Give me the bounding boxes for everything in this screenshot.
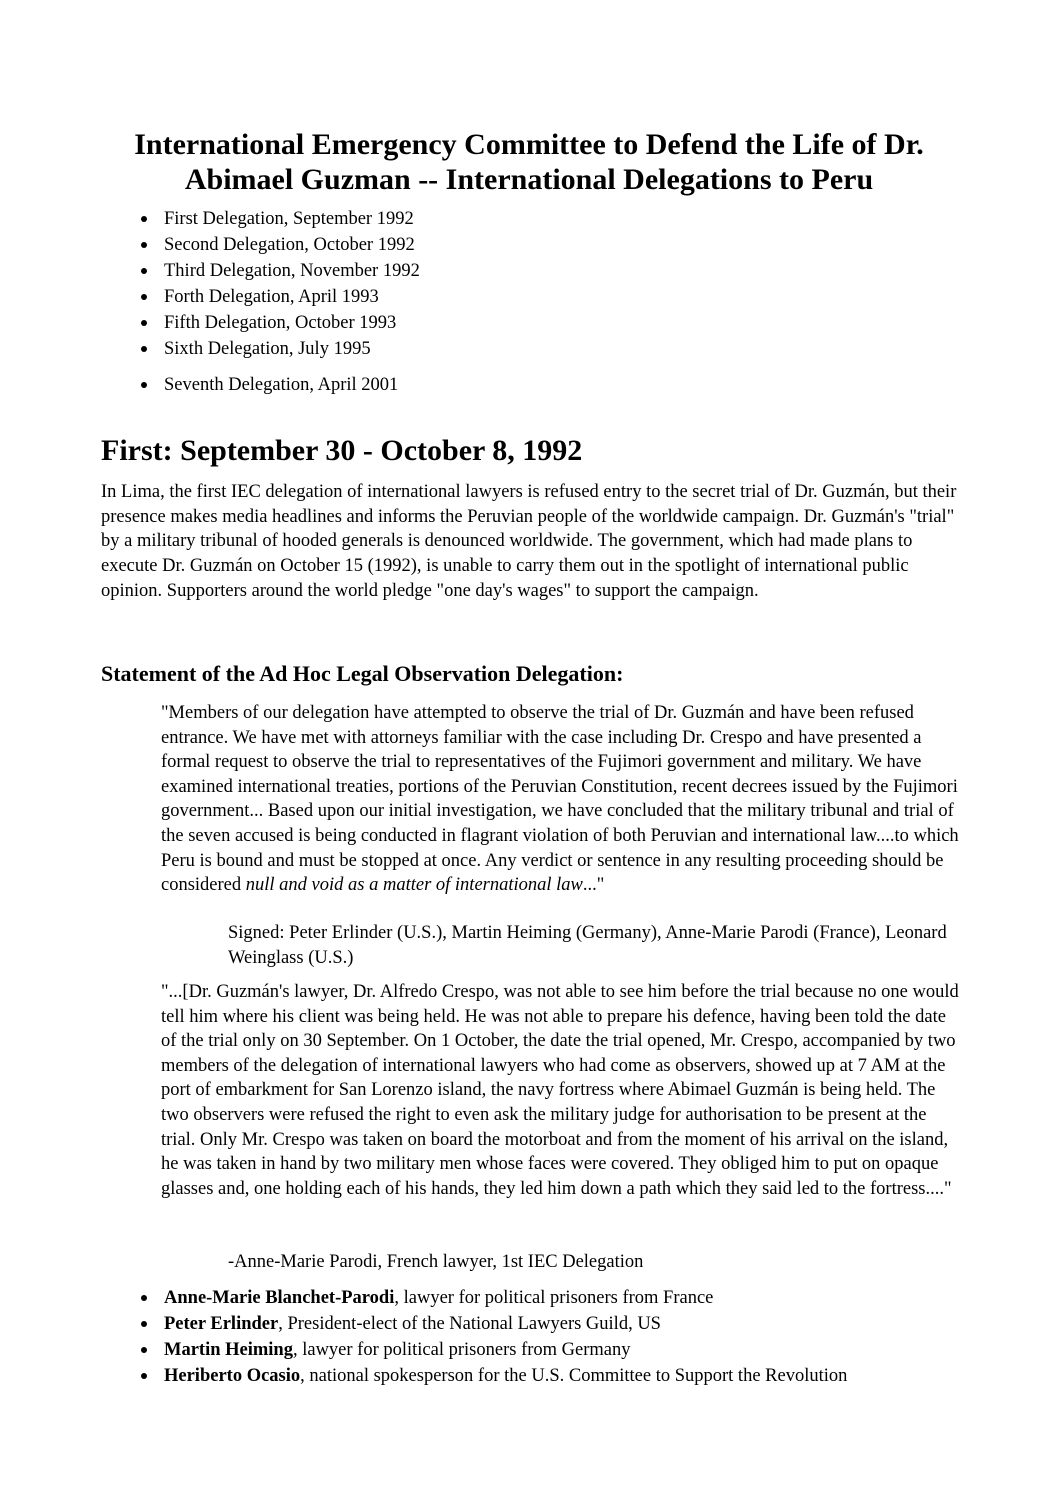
bullet-icon — [141, 216, 147, 222]
list-item — [101, 206, 420, 232]
bullet-icon — [141, 242, 147, 248]
delegation-list — [101, 206, 420, 398]
delegation-label: Third Delegation, November 1992 — [164, 261, 420, 281]
delegation-label: Fifth Delegation, October 1993 — [164, 313, 397, 333]
document-title: International Emergency Committee to Defend the Life of Dr. Abimael Guzman -- International Delegations to Peru — [134, 128, 924, 196]
list-item — [101, 372, 420, 398]
bullet-icon — [141, 1295, 147, 1301]
list-item — [101, 310, 420, 336]
member-item — [101, 1363, 847, 1389]
member-item — [101, 1337, 847, 1363]
member-description: , lawyer for political prisoners from Germany — [292, 1340, 631, 1360]
member-description: , national spokesperson for the U.S. Committee to Support the Revolution — [300, 1366, 848, 1386]
delegation-members-list — [101, 1285, 847, 1389]
list-item — [101, 336, 420, 362]
bullet-icon — [141, 294, 147, 300]
member-item — [101, 1285, 847, 1311]
member-name: Anne-Marie Blanchet-Parodi — [164, 1288, 395, 1308]
delegation-label: Seventh Delegation, April 2001 — [164, 375, 399, 395]
delegation-label: Sixth Delegation, July 1995 — [164, 339, 371, 359]
member-name: Peter Erlinder — [164, 1314, 279, 1334]
quote-text: "Members of our delegation have attempted to observe the trial of Dr. Guzmán and have been refused entrance. We have met with attorneys familiar with the case including Dr. Crespo and have presented a formal request to observe the trial to representatives of the Fujimori government and military. We have examined international treaties, portions of the Peruvian Constitution, recent decrees issued by the Fujimori government... Based upon our initial investigation, we have concluded that the military tribunal and trial of the seven accused is being conducted in flagrant violation of both Peruvian and international law....to which Peru is bound and must be stopped at once. Any verdict or sentence in any resulting proceeding should be considered — [161, 703, 959, 896]
parodi-quote: "...[Dr. Guzmán's lawyer, Dr. Alfredo Crespo, was not able to see him before the trial because no one would tell him where his client was being held. He was not able to prepare his defence, having been told the date of the trial only on 30 September. On 1 October, the date the trial opened, Mr. Crespo, accompanied by two members of the delegation of international lawyers who had come as observers, showed up at 7 AM at the port of embarkment for San Lorenzo island, the navy fortress where Abimael Guzmán is being held. The two observers were refused the right to even ask the military judge for authorisation to be present at the trial. Only Mr. Crespo was taken on board the motorboat and from the moment of his arrival on the island, he was taken in hand by two military men whose faces were covered. They obliged him to put on opaque glasses and, one holding each of his hands, they led him down a path which they said led to the fortress...." — [161, 982, 959, 1199]
list-item — [101, 258, 420, 284]
quote-end: ..." — [582, 875, 605, 896]
member-description: , lawyer for political prisoners from France — [394, 1288, 714, 1308]
parodi-signature: -Anne-Marie Parodi, French lawyer, 1st IEC Delegation — [228, 1252, 644, 1272]
section-heading: First: September 30 - October 8, 1992 — [101, 434, 583, 467]
member-name: Heriberto Ocasio — [164, 1366, 301, 1386]
intro-paragraph: In Lima, the first IEC delegation of international lawyers is refused entry to the secret trial of Dr. Guzmán, but their presence makes media headlines and informs the Peruvian people of the worldwide campaign. Dr. Guzmán's "trial" by a military tribunal of hooded generals is denounced worldwide. The government, which had made plans to execute Dr. Guzmán on October 15 (1992), is unable to carry them out in the spotlight of international public opinion. Supporters around the world pledge "one day's wages" to support the campaign. — [101, 482, 957, 601]
statement-heading: Statement of the Ad Hoc Legal Observation Delegation: — [101, 661, 624, 686]
delegation-label: Forth Delegation, April 1993 — [164, 287, 379, 307]
bullet-icon — [141, 1347, 147, 1353]
quote-emphasis: null and void as a matter of international law — [245, 875, 583, 896]
bullet-icon — [141, 320, 147, 326]
bullet-icon — [141, 268, 147, 274]
bullet-icon — [141, 382, 147, 388]
delegation-label: First Delegation, September 1992 — [164, 209, 414, 229]
member-description: , President-elect of the National Lawyers Guild, US — [278, 1314, 661, 1334]
bullet-icon — [141, 346, 147, 352]
bullet-icon — [141, 1321, 147, 1327]
list-item — [101, 232, 420, 258]
bullet-icon — [141, 1373, 147, 1379]
member-item — [101, 1311, 847, 1337]
delegation-label: Second Delegation, October 1992 — [164, 235, 415, 255]
delegation-statement-quote — [161, 701, 961, 898]
member-name: Martin Heiming — [164, 1340, 293, 1360]
list-item — [101, 284, 420, 310]
statement-signature: Signed: Peter Erlinder (U.S.), Martin Heiming (Germany), Anne-Marie Parodi (France), Leonard Weinglass (U.S.) — [228, 923, 947, 968]
